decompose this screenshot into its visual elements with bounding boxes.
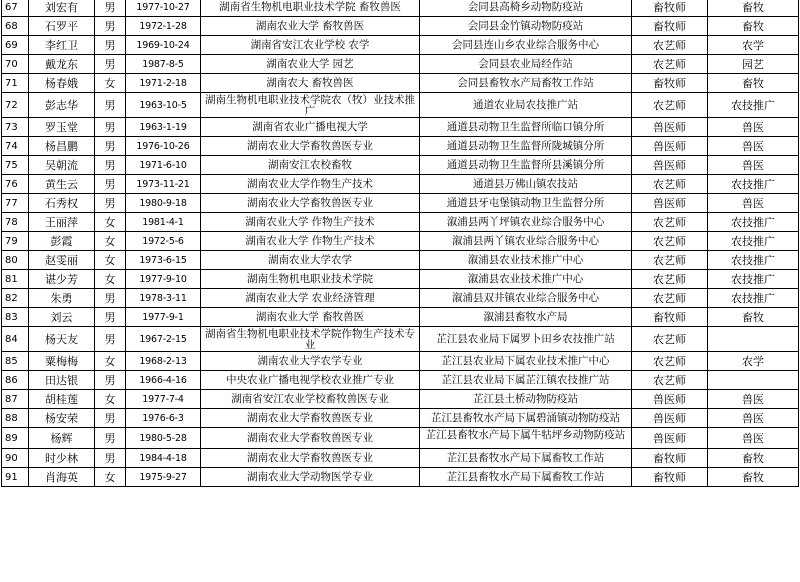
school-major-cell: 湖南省安江农业学校畜牧兽医专业 bbox=[201, 390, 420, 409]
row-number-cell: 75 bbox=[2, 156, 29, 175]
school-major-cell: 湖南农业大学 作物生产技术 bbox=[201, 232, 420, 251]
specialty-cell bbox=[708, 327, 799, 352]
job-title-cell: 兽医师 bbox=[632, 409, 708, 428]
school-major-cell: 中央农业广播电视学校农业推广专业 bbox=[201, 371, 420, 390]
work-unit-cell: 溆浦县双井镇农业综合服务中心 bbox=[420, 289, 632, 308]
work-unit-cell: 溆浦县两丫镇农业综合服务中心 bbox=[420, 232, 632, 251]
name-cell: 杨春娥 bbox=[29, 74, 95, 93]
name-cell: 吴朝流 bbox=[29, 156, 95, 175]
name-cell: 胡桂莲 bbox=[29, 390, 95, 409]
job-title-cell: 农艺师 bbox=[632, 213, 708, 232]
work-unit-cell: 芷江县畜牧水产局下属畜牧工作站 bbox=[420, 468, 632, 487]
sex-cell: 男 bbox=[95, 36, 126, 55]
sex-cell: 男 bbox=[95, 409, 126, 428]
work-unit-cell: 溆浦县农业技术推广中心 bbox=[420, 251, 632, 270]
birth-date-cell: 1963-1-19 bbox=[126, 118, 201, 137]
name-cell: 杨辉 bbox=[29, 428, 95, 449]
job-title-cell: 兽医师 bbox=[632, 137, 708, 156]
name-cell: 刘宏有 bbox=[29, 0, 95, 17]
specialty-cell: 畜牧 bbox=[708, 468, 799, 487]
birth-date-cell: 1977-10-27 bbox=[126, 0, 201, 17]
specialty-cell: 农技推广 bbox=[708, 93, 799, 118]
school-major-cell: 湖南农业大学 畜牧兽医 bbox=[201, 17, 420, 36]
work-unit-cell: 会同县畜牧水产局畜牧工作站 bbox=[420, 74, 632, 93]
birth-date-cell: 1973-6-15 bbox=[126, 251, 201, 270]
sex-cell: 男 bbox=[95, 289, 126, 308]
school-major-cell: 湖南农业大学作物生产技术 bbox=[201, 175, 420, 194]
job-title-cell: 农艺师 bbox=[632, 289, 708, 308]
work-unit-cell: 溆浦县畜牧水产局 bbox=[420, 308, 632, 327]
school-major-cell: 湖南省安江农业学校 农学 bbox=[201, 36, 420, 55]
work-unit-cell: 会同县农业局经作站 bbox=[420, 55, 632, 74]
birth-date-cell: 1971-2-18 bbox=[126, 74, 201, 93]
table-row bbox=[2, 270, 799, 289]
work-unit-cell: 通道县牙屯堡镇动物卫生监督分所 bbox=[420, 194, 632, 213]
sex-cell: 男 bbox=[95, 156, 126, 175]
job-title-cell: 农艺师 bbox=[632, 327, 708, 352]
specialty-cell: 农技推广 bbox=[708, 232, 799, 251]
birth-date-cell: 1976-6-3 bbox=[126, 409, 201, 428]
row-number-cell: 71 bbox=[2, 74, 29, 93]
specialty-cell: 畜牧 bbox=[708, 0, 799, 17]
table-row bbox=[2, 251, 799, 270]
specialty-cell: 农学 bbox=[708, 36, 799, 55]
birth-date-cell: 1981-4-1 bbox=[126, 213, 201, 232]
job-title-cell: 兽医师 bbox=[632, 156, 708, 175]
row-number-cell: 86 bbox=[2, 371, 29, 390]
name-cell: 杨天友 bbox=[29, 327, 95, 352]
name-cell: 刘云 bbox=[29, 308, 95, 327]
school-major-cell: 湖南省生物机电职业技术学院作物生产技术专业 bbox=[201, 327, 420, 352]
sex-cell: 男 bbox=[95, 137, 126, 156]
row-number-cell: 89 bbox=[2, 428, 29, 449]
sex-cell: 男 bbox=[95, 428, 126, 449]
job-title-cell: 兽医师 bbox=[632, 390, 708, 409]
sex-cell: 男 bbox=[95, 449, 126, 468]
sex-cell: 女 bbox=[95, 232, 126, 251]
work-unit-cell: 溆浦县农业技术推广中心 bbox=[420, 270, 632, 289]
row-number-cell: 82 bbox=[2, 289, 29, 308]
school-major-cell: 湖南农业大学 作物生产技术 bbox=[201, 213, 420, 232]
specialty-cell: 兽医 bbox=[708, 194, 799, 213]
job-title-cell: 畜牧师 bbox=[632, 0, 708, 17]
specialty-cell: 农技推广 bbox=[708, 270, 799, 289]
school-major-cell: 湖南农业大学畜牧兽医专业 bbox=[201, 409, 420, 428]
name-cell: 戴龙东 bbox=[29, 55, 95, 74]
row-number-cell: 73 bbox=[2, 118, 29, 137]
birth-date-cell: 1980-9-18 bbox=[126, 194, 201, 213]
specialty-cell: 园艺 bbox=[708, 55, 799, 74]
personnel-table bbox=[1, 0, 799, 487]
work-unit-cell: 溆浦县两丫坪镇农业综合服务中心 bbox=[420, 213, 632, 232]
birth-date-cell: 1966-4-16 bbox=[126, 371, 201, 390]
specialty-cell: 兽医 bbox=[708, 428, 799, 449]
work-unit-cell: 芷江县农业局下属农业技术推广中心 bbox=[420, 352, 632, 371]
row-number-cell: 68 bbox=[2, 17, 29, 36]
table-row bbox=[2, 308, 799, 327]
job-title-cell: 兽医师 bbox=[632, 428, 708, 449]
specialty-cell: 兽医 bbox=[708, 137, 799, 156]
sex-cell: 男 bbox=[95, 17, 126, 36]
name-cell: 田达银 bbox=[29, 371, 95, 390]
specialty-cell: 农技推广 bbox=[708, 213, 799, 232]
specialty-cell: 兽医 bbox=[708, 118, 799, 137]
table-row bbox=[2, 74, 799, 93]
specialty-cell: 兽医 bbox=[708, 409, 799, 428]
work-unit-cell: 芷江县土桥动物防疫站 bbox=[420, 390, 632, 409]
job-title-cell: 农艺师 bbox=[632, 175, 708, 194]
work-unit-cell: 芷江县畜牧水产局下属碧涌镇动物防疫站 bbox=[420, 409, 632, 428]
school-major-cell: 湖南生物机电职业技术学院 bbox=[201, 270, 420, 289]
table-body bbox=[2, 0, 799, 487]
work-unit-cell: 会同县连山乡农业综合服务中心 bbox=[420, 36, 632, 55]
sex-cell: 女 bbox=[95, 352, 126, 371]
sex-cell: 男 bbox=[95, 118, 126, 137]
name-cell: 赵雯丽 bbox=[29, 251, 95, 270]
table-row bbox=[2, 289, 799, 308]
row-number-cell: 74 bbox=[2, 137, 29, 156]
table-row bbox=[2, 428, 799, 449]
table-row bbox=[2, 93, 799, 118]
job-title-cell: 农艺师 bbox=[632, 352, 708, 371]
row-number-cell: 67 bbox=[2, 0, 29, 17]
row-number-cell: 70 bbox=[2, 55, 29, 74]
row-number-cell: 90 bbox=[2, 449, 29, 468]
specialty-cell: 农技推广 bbox=[708, 289, 799, 308]
birth-date-cell: 1977-9-10 bbox=[126, 270, 201, 289]
row-number-cell: 84 bbox=[2, 327, 29, 352]
work-unit-cell: 芷江县农业局下属芷江镇农技推广站 bbox=[420, 371, 632, 390]
school-major-cell: 湖南生物机电职业技术学院农（牧）业技术推广 bbox=[201, 93, 420, 118]
specialty-cell: 畜牧 bbox=[708, 74, 799, 93]
job-title-cell: 农艺师 bbox=[632, 55, 708, 74]
birth-date-cell: 1980-5-28 bbox=[126, 428, 201, 449]
work-unit-cell: 通道县动物卫生监督所县溪镇分所 bbox=[420, 156, 632, 175]
table-row bbox=[2, 36, 799, 55]
name-cell: 粟梅梅 bbox=[29, 352, 95, 371]
table-row bbox=[2, 409, 799, 428]
school-major-cell: 湖南安江农校畜牧 bbox=[201, 156, 420, 175]
sex-cell: 女 bbox=[95, 251, 126, 270]
name-cell: 彭志华 bbox=[29, 93, 95, 118]
row-number-cell: 69 bbox=[2, 36, 29, 55]
birth-date-cell: 1963-10-5 bbox=[126, 93, 201, 118]
job-title-cell: 农艺师 bbox=[632, 251, 708, 270]
row-number-cell: 91 bbox=[2, 468, 29, 487]
school-major-cell: 湖南农业大学 农业经济管理 bbox=[201, 289, 420, 308]
name-cell: 李红卫 bbox=[29, 36, 95, 55]
row-number-cell: 81 bbox=[2, 270, 29, 289]
birth-date-cell: 1978-3-11 bbox=[126, 289, 201, 308]
birth-date-cell: 1987-8-5 bbox=[126, 55, 201, 74]
job-title-cell: 农艺师 bbox=[632, 371, 708, 390]
birth-date-cell: 1975-9-27 bbox=[126, 468, 201, 487]
job-title-cell: 兽医师 bbox=[632, 194, 708, 213]
row-number-cell: 88 bbox=[2, 409, 29, 428]
table-row bbox=[2, 175, 799, 194]
sex-cell: 男 bbox=[95, 371, 126, 390]
table-row bbox=[2, 0, 799, 17]
name-cell: 石秀权 bbox=[29, 194, 95, 213]
specialty-cell bbox=[708, 371, 799, 390]
school-major-cell: 湖南农业大学 园艺 bbox=[201, 55, 420, 74]
row-number-cell: 78 bbox=[2, 213, 29, 232]
sex-cell: 女 bbox=[95, 390, 126, 409]
work-unit-cell: 通道县动物卫生监督所陇城镇分所 bbox=[420, 137, 632, 156]
row-number-cell: 80 bbox=[2, 251, 29, 270]
name-cell: 石罗平 bbox=[29, 17, 95, 36]
sex-cell: 女 bbox=[95, 270, 126, 289]
birth-date-cell: 1984-4-18 bbox=[126, 449, 201, 468]
sex-cell: 男 bbox=[95, 327, 126, 352]
table-row bbox=[2, 194, 799, 213]
specialty-cell: 兽医 bbox=[708, 390, 799, 409]
birth-date-cell: 1977-7-4 bbox=[126, 390, 201, 409]
row-number-cell: 76 bbox=[2, 175, 29, 194]
sex-cell: 男 bbox=[95, 93, 126, 118]
table-row bbox=[2, 156, 799, 175]
table-row bbox=[2, 17, 799, 36]
school-major-cell: 湖南农业大学畜牧兽医专业 bbox=[201, 137, 420, 156]
row-number-cell: 85 bbox=[2, 352, 29, 371]
school-major-cell: 湖南农业大学 畜牧兽医 bbox=[201, 308, 420, 327]
job-title-cell: 农艺师 bbox=[632, 93, 708, 118]
work-unit-cell: 芷江县畜牧水产局下属畜牧工作站 bbox=[420, 449, 632, 468]
table-row bbox=[2, 449, 799, 468]
row-number-cell: 79 bbox=[2, 232, 29, 251]
birth-date-cell: 1977-9-1 bbox=[126, 308, 201, 327]
work-unit-cell: 通道农业局农技推广站 bbox=[420, 93, 632, 118]
sex-cell: 男 bbox=[95, 308, 126, 327]
school-major-cell: 湖南农业大学畜牧兽医专业 bbox=[201, 428, 420, 449]
table-row bbox=[2, 371, 799, 390]
name-cell: 朱勇 bbox=[29, 289, 95, 308]
specialty-cell: 畜牧 bbox=[708, 17, 799, 36]
birth-date-cell: 1973-11-21 bbox=[126, 175, 201, 194]
work-unit-cell: 芷江县农业局下属罗卜田乡农技推广站 bbox=[420, 327, 632, 352]
name-cell: 时少林 bbox=[29, 449, 95, 468]
job-title-cell: 农艺师 bbox=[632, 270, 708, 289]
sex-cell: 女 bbox=[95, 213, 126, 232]
name-cell: 谌少芳 bbox=[29, 270, 95, 289]
work-unit-cell: 会同县高椅乡动物防疫站 bbox=[420, 0, 632, 17]
birth-date-cell: 1976-10-26 bbox=[126, 137, 201, 156]
school-major-cell: 湖南农业大学农学 bbox=[201, 251, 420, 270]
job-title-cell: 农艺师 bbox=[632, 36, 708, 55]
table-row bbox=[2, 118, 799, 137]
sex-cell: 男 bbox=[95, 55, 126, 74]
school-major-cell: 湖南省农业广播电视大学 bbox=[201, 118, 420, 137]
name-cell: 王丽萍 bbox=[29, 213, 95, 232]
work-unit-cell: 通道县万佛山镇农技站 bbox=[420, 175, 632, 194]
work-unit-cell: 通道县动物卫生监督所临口镇分所 bbox=[420, 118, 632, 137]
job-title-cell: 畜牧师 bbox=[632, 17, 708, 36]
table-row bbox=[2, 55, 799, 74]
school-major-cell: 湖南农业大学动物医学专业 bbox=[201, 468, 420, 487]
specialty-cell: 畜牧 bbox=[708, 449, 799, 468]
name-cell: 黄生云 bbox=[29, 175, 95, 194]
sex-cell: 女 bbox=[95, 74, 126, 93]
birth-date-cell: 1969-10-24 bbox=[126, 36, 201, 55]
table-row bbox=[2, 390, 799, 409]
sex-cell: 女 bbox=[95, 468, 126, 487]
sex-cell: 男 bbox=[95, 0, 126, 17]
table-row bbox=[2, 327, 799, 352]
specialty-cell: 兽医 bbox=[708, 156, 799, 175]
sex-cell: 男 bbox=[95, 194, 126, 213]
sex-cell: 男 bbox=[95, 175, 126, 194]
specialty-cell: 农技推广 bbox=[708, 251, 799, 270]
table-row bbox=[2, 352, 799, 371]
job-title-cell: 农艺师 bbox=[632, 232, 708, 251]
work-unit-cell: 会同县金竹镇动物防疫站 bbox=[420, 17, 632, 36]
name-cell: 杨昌鹏 bbox=[29, 137, 95, 156]
job-title-cell: 畜牧师 bbox=[632, 449, 708, 468]
school-major-cell: 湖南省生物机电职业技术学院 畜牧兽医 bbox=[201, 0, 420, 17]
specialty-cell: 农技推广 bbox=[708, 175, 799, 194]
school-major-cell: 湖南农业大学农学专业 bbox=[201, 352, 420, 371]
table-row bbox=[2, 213, 799, 232]
table-row bbox=[2, 137, 799, 156]
birth-date-cell: 1972-5-6 bbox=[126, 232, 201, 251]
work-unit-cell: 芷江县畜牧水产局下属牛牯坪乡动物防疫站 bbox=[420, 428, 632, 449]
school-major-cell: 湖南农大 畜牧兽医 bbox=[201, 74, 420, 93]
birth-date-cell: 1971-6-10 bbox=[126, 156, 201, 175]
birth-date-cell: 1968-2-13 bbox=[126, 352, 201, 371]
school-major-cell: 湖南农业大学畜牧兽医专业 bbox=[201, 194, 420, 213]
name-cell: 杨安荣 bbox=[29, 409, 95, 428]
job-title-cell: 畜牧师 bbox=[632, 74, 708, 93]
birth-date-cell: 1967-2-15 bbox=[126, 327, 201, 352]
table-row bbox=[2, 468, 799, 487]
row-number-cell: 83 bbox=[2, 308, 29, 327]
name-cell: 彭霞 bbox=[29, 232, 95, 251]
specialty-cell: 农学 bbox=[708, 352, 799, 371]
row-number-cell: 87 bbox=[2, 390, 29, 409]
name-cell: 罗玉堂 bbox=[29, 118, 95, 137]
row-number-cell: 77 bbox=[2, 194, 29, 213]
row-number-cell: 72 bbox=[2, 93, 29, 118]
job-title-cell: 畜牧师 bbox=[632, 468, 708, 487]
name-cell: 肖海英 bbox=[29, 468, 95, 487]
birth-date-cell: 1972-1-28 bbox=[126, 17, 201, 36]
table-row bbox=[2, 232, 799, 251]
school-major-cell: 湖南农业大学畜牧兽医专业 bbox=[201, 449, 420, 468]
specialty-cell: 畜牧 bbox=[708, 308, 799, 327]
job-title-cell: 兽医师 bbox=[632, 118, 708, 137]
job-title-cell: 畜牧师 bbox=[632, 308, 708, 327]
